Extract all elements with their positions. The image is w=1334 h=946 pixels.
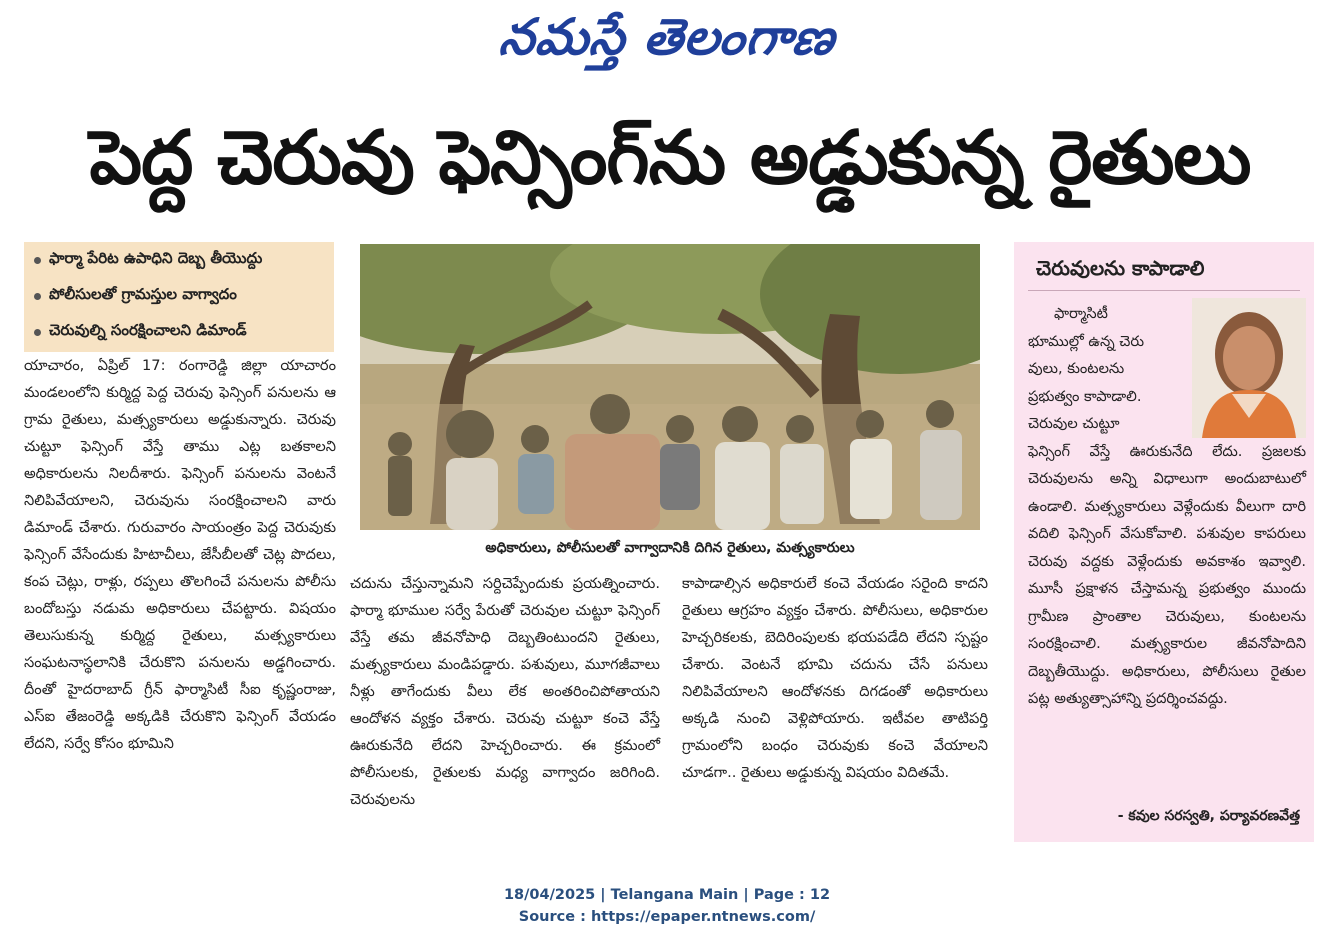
sidebar-paragraph: ఫెన్సింగ్ వేస్తే ఊరుకునేది లేదు. ప్రజలకు చెరువులను అన్ని విధాలుగా అందుబాటులో ఉండాలి. మత్స్యకారులు వెళ్లేందుకు వీలుగా దారి వదిలి ఫెన్సింగ్ వేసుకోవాలి. పశువుల కాపరులు చెరువు వద్దకు వెళ్లేందుకు అవకాశం ఇవ్వాలి. మూసీ ప్రక్షాళన చేస్తామన్న ప్రభుత్వం ముందు గ్రామీణ ప్రాంతాల చెరువులు, కుంటలను సంరక్షించాలి. మత్స్యకారుల జీవనోపాదిని దెబ్బతీయొద్దు. అధికారులు, పోలీసులు రైతుల పట్ల అత్యుత్సాహాన్ని ప్రదర్శించవద్దు. [1028,442,1306,707]
bullet-text: చెరువుల్ని సంరక్షించాలని డిమాండ్ [49,321,247,339]
bullet-item [24,314,334,350]
footer-source-line: Source : https://epaper.ntnews.com/ [518,909,816,925]
article-column-1: యాచారం, ఏప్రిల్ 17: రంగారెడ్డి జిల్లా యాచారం మండలంలోని కుర్మిద్ద పెద్ద చెరువు ఫెన్సింగ్ పనులను ఆ గ్రామ రైతులు, మత్స్యకారులు అడ్డుకున్నారు. చెరువు చుట్టూ ఫెన్సింగ్ వేస్తే తాము ఎట్ల బతకాలని అధికారులను నిలదీశారు. ఫెన్సింగ్ పనులను వెంటనే నిలిపివేయాలని, చెరువును సంరక్షించాలని వారు డిమాండ్ చేశారు. గురువారం సాయంత్రం పెద్ద చెరువుకు ఫెన్సింగ్ వేసేందుకు హిటాచీలు, జేసీబీలతో చెట్ల పొదలు, కంప చెట్లు, రాళ్లు, రప్పలు తొలగించే పనులను పోలీసు బందోబస్తు నడుమ అధికారులు చేపట్టారు. విషయం తెలుసుకున్న కుర్మిద్ద రైతులు, మత్స్యకారులు సంఘటనాస్థలానికి చేరుకొని పనులను అడ్డగించారు. దీంతో హైదరాబాద్ గ్రీన్ ఫార్మాసిటీ సీఐ కృష్ణంరాజు, ఎస్ఐ తేజంరెడ్డి అక్కడికి చేరుకొని ఫెన్సింగ్ వేయడం లేదని, సర్వే కోసం భూమిని [24,357,336,752]
sidebar-title: చెరువులను కాపాడాలి [1036,256,1205,280]
footer-date-line: 18/04/2025 | Telangana Main | Page : 12 [503,887,831,903]
bullet-item [24,278,334,314]
opinion-sidebar [1014,242,1314,842]
photo-illustration [360,244,980,530]
bullet-item [24,242,334,278]
subheadline-bullets [24,242,334,352]
bullet-dot-icon [34,329,41,336]
article-column-2: చదును చేస్తున్నామని సర్దిచెప్పేందుకు ప్రయత్నించారు. ఫార్మా భూముల సర్వే పేరుతో చెరువుల చుట్టూ ఫెన్సింగ్ వేస్తే తమ జీవనోపాధి దెబ్బతింటుందని రైతులు, మత్స్యకారులు మండిపడ్డారు. పశువులు, మూగజీవాలు నీళ్లు తాగేందుకు వీలు లేక అంతరించిపోతాయని ఆందోళన వ్యక్తం చేశారు. చెరువు చుట్టూ కంచె వేస్తే ఊరుకునేది లేదని హెచ్చరించారు. ఈ క్రమంలో పోలీసులకు, రైతులకు మధ్య వాగ్వాదం జరిగింది. చెరువులను [350,575,660,808]
sidebar-line: వులు, కుంటలను [1028,360,1125,377]
bullet-dot-icon [34,257,41,264]
masthead-logo-text: నమస్తే తెలంగాణ [496,8,839,66]
sidebar-body [1028,300,1306,713]
bullet-dot-icon [34,293,41,300]
sidebar-divider [1028,290,1300,291]
newspaper-masthead [0,8,1334,79]
sidebar-line: చెరువుల చుట్టూ [1028,415,1120,432]
article-headline: పెద్ద చెరువు ఫెన్సింగ్‌ను అడ్డుకున్న రైతులు [89,115,1251,201]
sidebar-line: ప్రభుత్వం కాపాడాలి. [1028,387,1142,405]
photo-caption: అధికారులు, పోలీసులతో వాగ్వాదానికి దిగిన రైతులు, మత్స్యకారులు [485,540,855,556]
sidebar-signature: - కవుల సరస్వతి, పర్యావరణవేత్త [1117,808,1300,824]
bullet-text: పోలీసులతో గ్రామస్తుల వాగ్వాదం [49,285,237,303]
news-photo [360,244,980,530]
article-column-3: కాపాడాల్సిన అధికారులే కంచె వేయడం సరైంది కాదని రైతులు ఆగ్రహం వ్యక్తం చేశారు. పోలీసులు, అధికారుల హెచ్చరికలకు, బెదిరింపులకు భయపడేది లేదని స్పష్టం చేశారు. వెంటనే భూమి చదును చేసే పనులు నిలిపివేయాలని ఆందోళనకు దిగడంతో అధికారులు అక్కడి నుంచి వెళ్లిపోయారు. ఇటీవల తాటిపర్తి గ్రామంలోని బంధం చెరువుకు కంచె వేయాలని చూడగా.. రైతులు అడ్డుకున్న విషయం విదితమే. [682,575,988,781]
sidebar-line: ఫార్మాసిటీ [1054,305,1108,322]
bullet-text: ఫార్మా పేరిట ఉపాధిని దెబ్బ తీయొద్దు [49,249,263,267]
page-footer [0,884,1334,928]
sidebar-line: భూముల్లో ఉన్న చెరు [1028,332,1145,350]
